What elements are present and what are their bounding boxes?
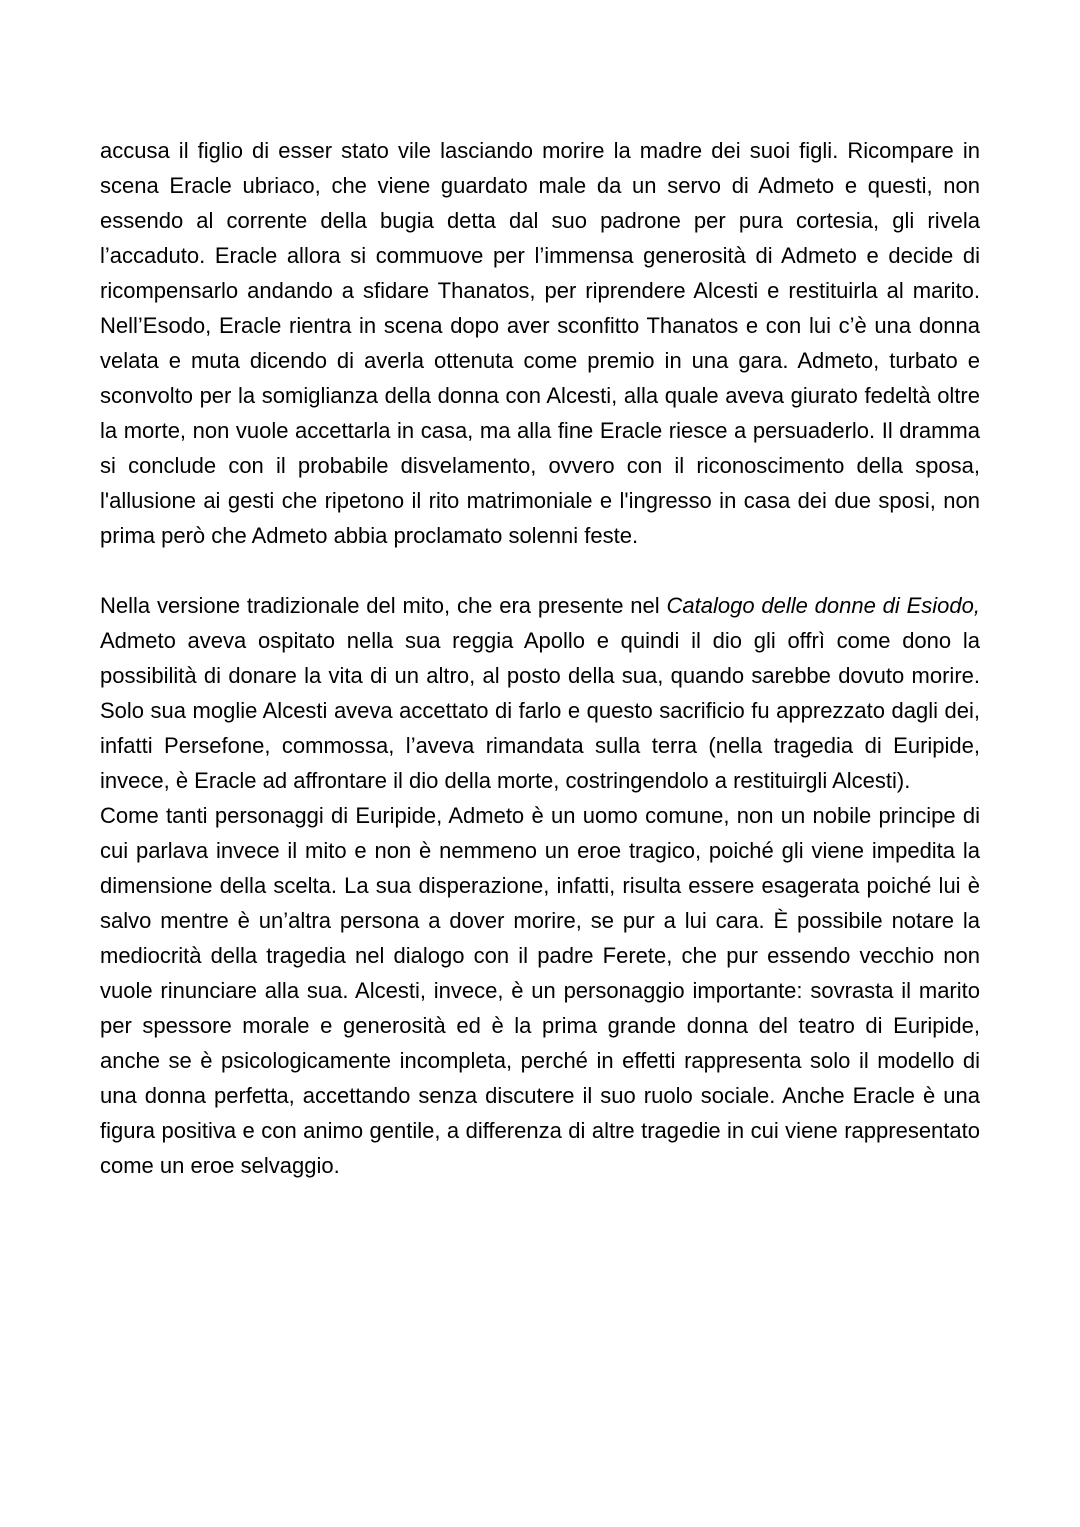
- paragraph-plot-summary: [100, 133, 980, 553]
- book-title-catalogo-italic: Catalogo delle donne di Esiodo,: [666, 593, 980, 618]
- paragraph-myth-version: [100, 588, 980, 798]
- paragraph-character-analysis-text: Come tanti personaggi di Euripide, Admeto è un uomo comune, non un nobile principe di cui parlava invece il mito e non è nemmeno un eroe tragico, poiché gli viene impedita la dimensione della scelta. La sua disperazione, infatti, risulta essere esagerata poiché lui è salvo mentre è un’altra persona a dover morire, se pur a lui cara. È possibile notare la mediocrità della tragedia nel dialogo con il padre Ferete, che pur essendo vecchio non vuole rinunciare alla sua. Alcesti, invece, è un personaggio importante: sovrasta il marito per spessore morale e generosità ed è la prima grande donna del teatro di Euripide, anche se è psicologicamente incompleta, perché in effetti rappresenta solo il modello di una donna perfetta, accettando senza discutere il suo ruolo sociale. Anche Eracle è una figura positiva e con animo gentile, a differenza di altre tragedie in cui viene rappresentato come un eroe selvaggio.: [100, 803, 980, 1178]
- paragraph-character-analysis: [100, 798, 980, 1183]
- paragraph-plot-summary-text: accusa il figlio di esser stato vile lasciando morire la madre dei suoi figli. Ricompare in scena Eracle ubriaco, che viene guardato male da un servo di Admeto e questi, non essendo al corrente della bugia detta dal suo padrone per pura cortesia, gli rivela l’accaduto. Eracle allora si commuove per l’immensa generosità di Admeto e decide di ricompensarlo andando a sfidare Thanatos, per riprendere Alcesti e restituirla al marito. Nell’Esodo, Eracle rientra in scena dopo aver sconfitto Thanatos e con lui c’è una donna velata e muta dicendo di averla ottenuta come premio in una gara. Admeto, turbato e sconvolto per la somiglianza della donna con Alcesti, alla quale aveva giurato fedeltà oltre la morte, non vuole accettarla in casa, ma alla fine Eracle riesce a persuaderlo. Il dramma si conclude con il probabile disvelamento, ovvero con il riconoscimento della sposa, l'allusione ai gesti che ripetono il rito matrimoniale e l'ingresso in casa dei due sposi, non prima però che Admeto abbia proclamato solenni feste.: [100, 138, 980, 548]
- paragraph-myth-version-text-rest: Admeto aveva ospitato nella sua reggia Apollo e quindi il dio gli offrì come dono la possibilità di donare la vita di un altro, al posto della sua, quando sarebbe dovuto morire. Solo sua moglie Alcesti aveva accettato di farlo e questo sacrificio fu apprezzato dagli dei, infatti Persefone, commossa, l’aveva rimandata sulla terra (nella tragedia di Euripide, invece, è Eracle ad affrontare il dio della morte, costringendolo a restituirgli Alcesti).: [100, 628, 980, 793]
- paragraph-myth-version-text-lead: Nella versione tradizionale del mito, che era presente nel: [100, 593, 667, 618]
